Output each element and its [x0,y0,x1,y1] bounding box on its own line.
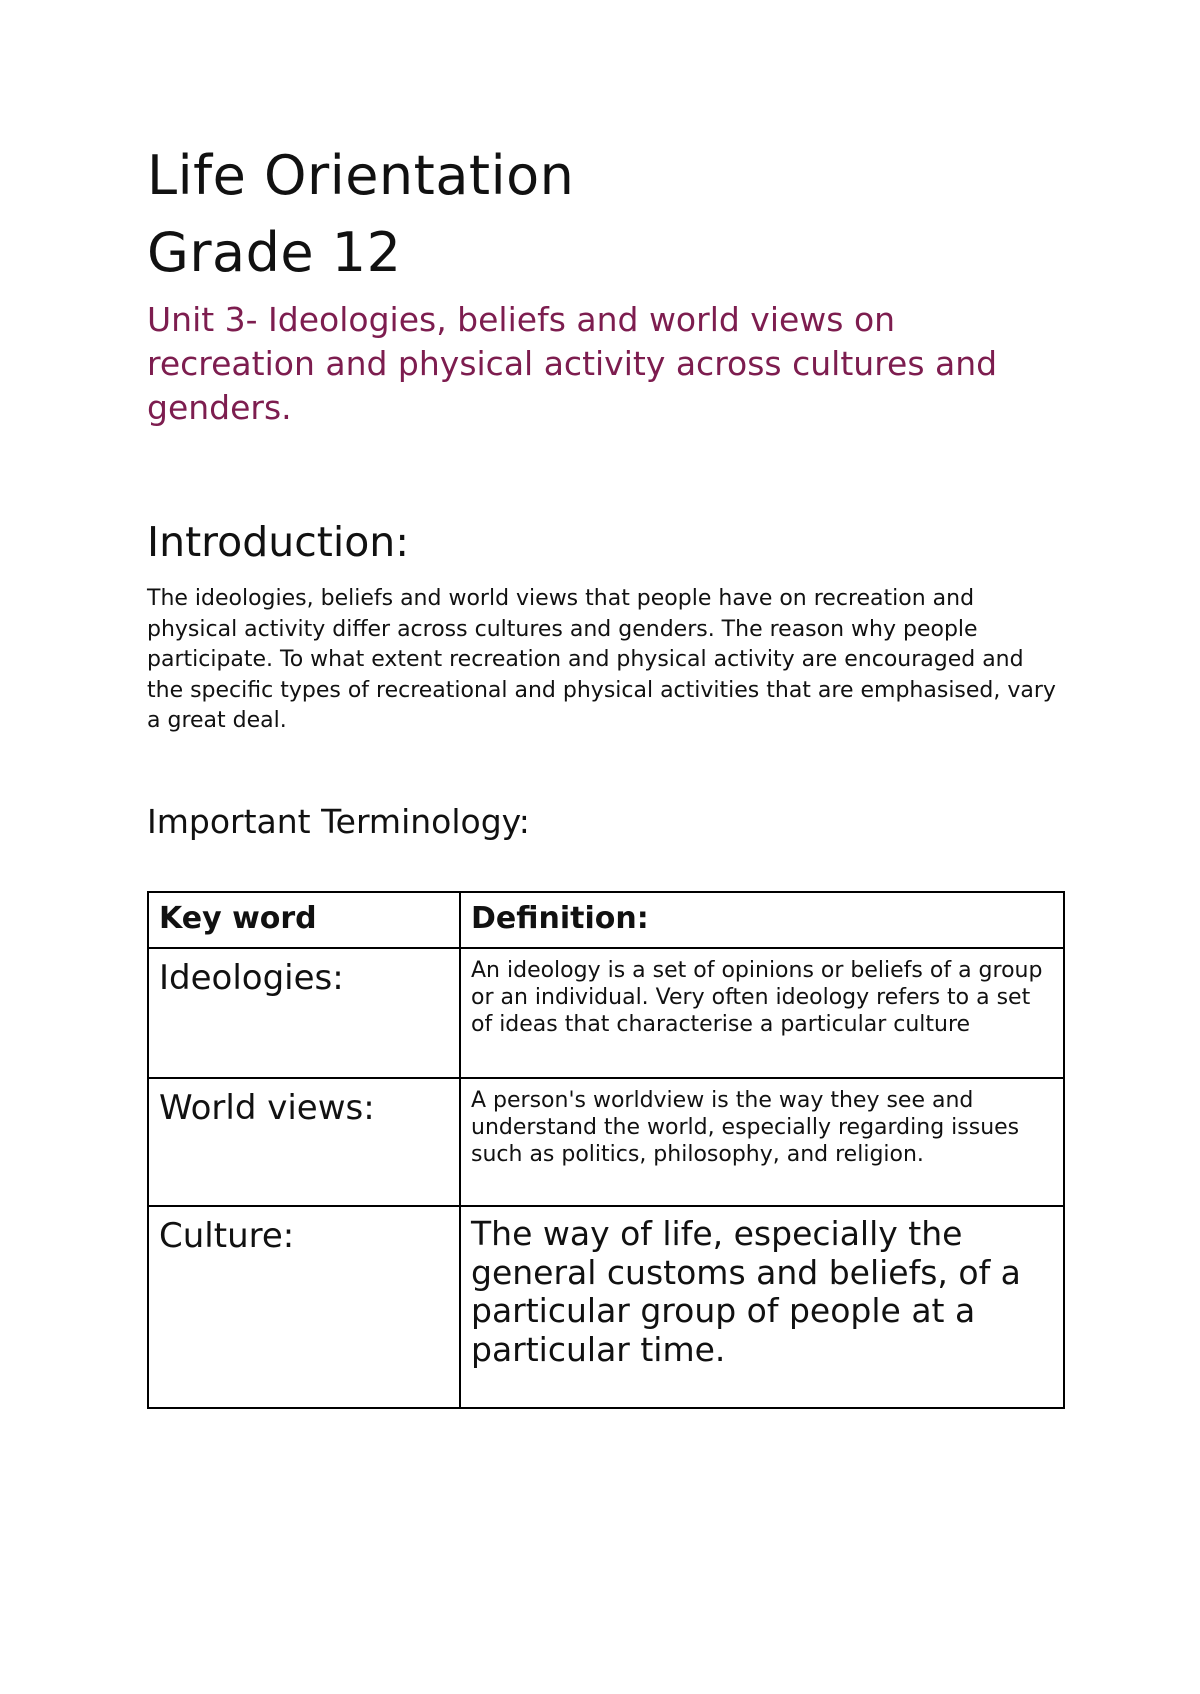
column-header-key-word: Key word [148,892,460,948]
terminology-table [147,891,1065,1409]
term-cell: Ideologies: [148,948,460,1078]
definition-cell: The way of life, especially the general customs and beliefs, of a particular group of people at a particular time. [460,1206,1064,1408]
definition-cell: An ideology is a set of opinions or beliefs of a group or an individual. Very often ideology refers to a set of ideas that characterise a particular culture [460,948,1064,1078]
table-row [148,1078,1064,1206]
definition-cell: A person's worldview is the way they see and understand the world, especially regarding issues such as politics, philosophy, and religion. [460,1078,1064,1206]
unit-title: Unit 3- Ideologies, beliefs and world views on recreation and physical activity across cultures and genders. [147,300,998,427]
introduction-heading: Introduction: [147,518,410,566]
terminology-heading: Important Terminology: [147,802,530,841]
table-header-row [148,892,1064,948]
introduction-body: The ideologies, beliefs and world views that people have on recreation and physical activity differ across cultures and genders. The reason why people participate. To what extent recreation and physical activity are encouraged and the specific types of recreational and physical activities that are emphasised, vary a great deal. [147,586,1056,733]
grade-title: Grade 12 [147,221,402,284]
term-cell: World views: [148,1078,460,1206]
table-row [148,1206,1064,1408]
term-cell: Culture: [148,1206,460,1408]
document-title: Life Orientation [147,144,575,207]
column-header-definition: Definition: [460,892,1064,948]
table-row [148,948,1064,1078]
